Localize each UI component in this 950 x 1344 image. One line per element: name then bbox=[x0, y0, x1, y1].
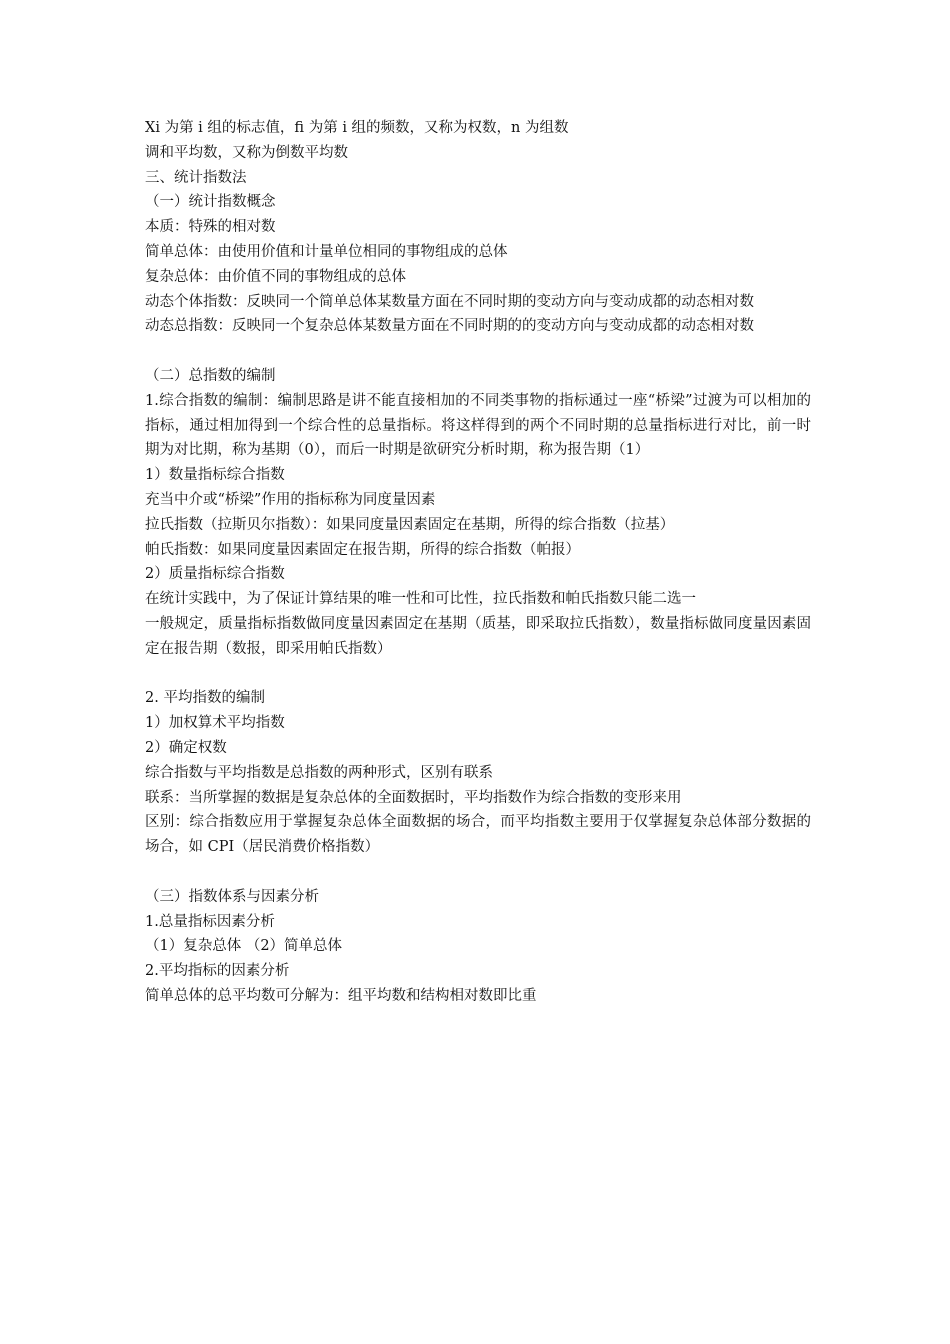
text-line: 1.总量指标因素分析 bbox=[145, 913, 275, 930]
text-line: 1）加权算术平均指数 bbox=[145, 715, 285, 732]
text-line: 简单总体的总平均数可分解为：组平均数和结构相对数即比重 bbox=[145, 987, 537, 1004]
text-line: 帕氏指数：如果同度量因素固定在报告期，所得的综合指数（帕报） bbox=[145, 541, 580, 558]
text-line: 调和平均数，又称为倒数平均数 bbox=[145, 144, 348, 161]
text-line: 2）质量指标综合指数 bbox=[145, 566, 285, 583]
text-line: 2.平均指标的因素分析 bbox=[145, 963, 290, 980]
paragraph: 区别：综合指数应用于掌握复杂总体全面数据的场合，而平均指数主要用于仅掌握复杂总体部分数据的场合，如 CPI（居民消费价格指数） bbox=[145, 814, 811, 856]
subsection-heading: （二）总指数的编制 bbox=[145, 367, 276, 384]
text-line: 在统计实践中，为了保证计算结果的唯一性和可比性，拉氏指数和帕氏指数只能二选一 bbox=[145, 591, 696, 608]
subsection-heading: （三）指数体系与因素分析 bbox=[145, 888, 319, 905]
document-body bbox=[145, 116, 811, 1009]
text-line: 1）数量指标综合指数 bbox=[145, 467, 285, 484]
section-heading: 三、统计指数法 bbox=[145, 169, 247, 186]
text-line: 联系：当所掌握的数据是复杂总体的全面数据时，平均指数作为综合指数的变形来用 bbox=[145, 789, 682, 806]
text-line: 充当中介或“桥梁”作用的指标称为同度量因素 bbox=[145, 491, 436, 508]
paragraph: 动态总指数：反映同一个复杂总体某数量方面在不同时期的的变动方向与变动成都的动态相对数 bbox=[145, 318, 754, 335]
paragraph: 动态个体指数：反映同一个简单总体某数量方面在不同时期的变动方向与变动成都的动态相对数 bbox=[145, 293, 754, 310]
subsection-heading: （一）统计指数概念 bbox=[145, 194, 276, 211]
text-line: 复杂总体：由价值不同的事物组成的总体 bbox=[145, 268, 406, 285]
paragraph: 一般规定，质量指标指数做同度量因素固定在基期（质基，即采取拉氏指数），数量指标做同度量因素固定在报告期（数报，即采用帕氏指数） bbox=[145, 615, 811, 657]
text-line: 本质：特殊的相对数 bbox=[145, 219, 276, 236]
blank-line bbox=[145, 339, 811, 364]
text-line: 综合指数与平均指数是总指数的两种形式，区别有联系 bbox=[145, 764, 493, 781]
text-line: Xi 为第 i 组的标志值，fi 为第 i 组的频数，又称为权数，n 为组数 bbox=[145, 120, 569, 136]
paragraph: 1.综合指数的编制：编制思路是讲不能直接相加的不同类事物的指标通过一座“桥梁”过渡为可以相加的指标，通过相加得到一个综合性的总量指标。将这样得到的两个不同时期的总量指标进行对比，前一时期为对比期，称为基期（0），而后一时期是欲研究分析时期，称为报告期（1） bbox=[145, 392, 811, 459]
text-line: 2）确定权数 bbox=[145, 739, 227, 756]
text-line: 2. 平均指数的编制 bbox=[145, 690, 265, 707]
text-line: 拉氏指数（拉斯贝尔指数）：如果同度量因素固定在基期，所得的综合指数（拉基） bbox=[145, 516, 675, 533]
text-line: （1）复杂总体 （2）简单总体 bbox=[145, 938, 343, 955]
text-line: 简单总体：由使用价值和计量单位相同的事物组成的总体 bbox=[145, 243, 508, 260]
blank-line bbox=[145, 662, 811, 687]
blank-line bbox=[145, 860, 811, 885]
